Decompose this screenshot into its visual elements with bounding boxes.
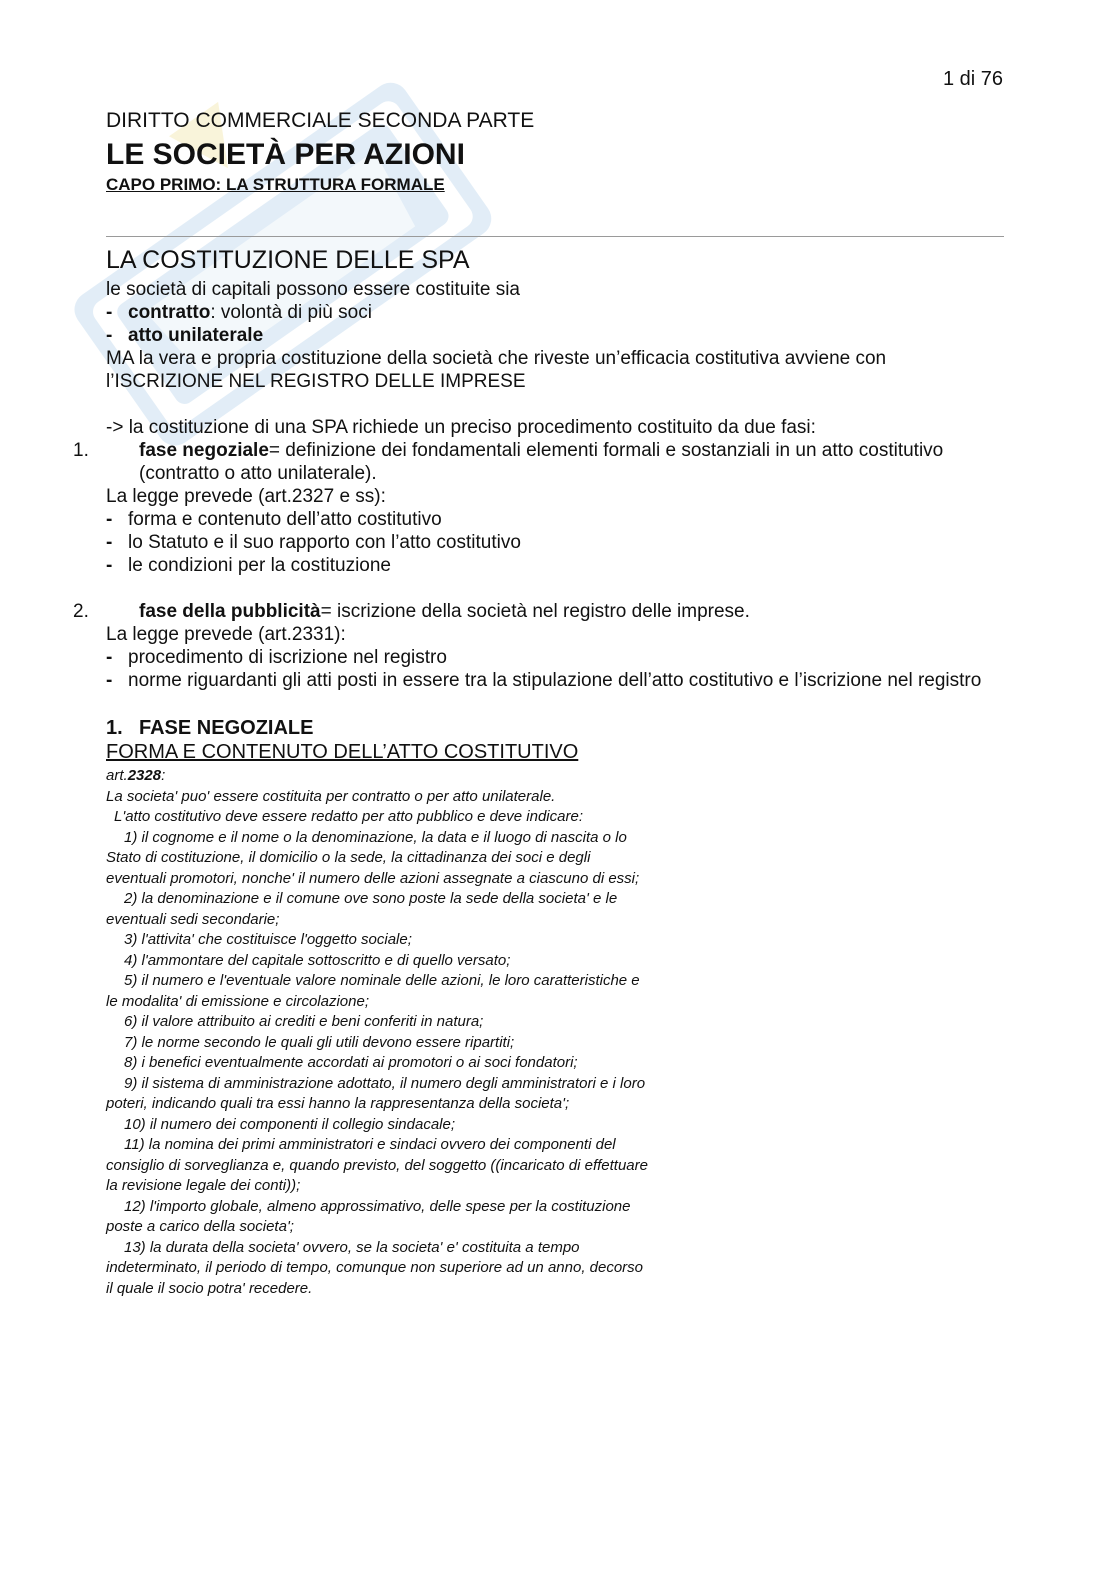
- phase-2-list: [106, 646, 1006, 692]
- article-text: [106, 766, 651, 1299]
- article-reference: art.2328:: [106, 767, 166, 784]
- article-line: 12) l'importo globale, almeno approssimativo, delle spese per la costituzione poste a carico della societa';: [106, 1197, 631, 1235]
- phase-2: 2. fase della pubblicità= iscrizione della società nel registro delle imprese.: [73, 601, 750, 622]
- article-line: 11) la nomina dei primi amministratori e sindaci ovvero dei componenti del consiglio di sorveglianza e, quando previsto, del soggetto ((incaricato di effettuare la revisione legale dei conti));: [106, 1136, 648, 1194]
- list-item: - forma e contenuto dell’atto costitutivo: [106, 508, 1006, 531]
- section-title: LA COSTITUZIONE DELLE SPA: [106, 246, 470, 274]
- page-number: 1 di 76: [942, 68, 1003, 90]
- article-line: 13) la durata della societa' ovvero, se la societa' e' costituita a tempo indeterminato, il periodo di tempo, comunque non superiore ad un anno, decorso il quale il socio potra' recedere.: [106, 1238, 644, 1297]
- article-line: 2) la denominazione e il comune ove sono poste la sede della societa' e le eventuali sedi secondarie;: [106, 890, 618, 928]
- article-line: 7) le norme secondo le quali gli utili devono essere ripartiti;: [124, 1033, 515, 1051]
- list-item: - le condizioni per la costituzione: [106, 554, 1006, 577]
- phase-1: 1. fase negoziale= definizione dei fondamentali elementi formali e sostanziali in un atto costitutivo (contratto o atto unilaterale).: [73, 440, 944, 484]
- phase-1-law: La legge prevede (art.2327 e ss):: [106, 486, 386, 507]
- intro-text: le società di capitali possono essere costituite sia: [106, 279, 521, 300]
- subsection-subtitle: FORMA E CONTENUTO DELL’ATTO COSTITUTIVO: [106, 741, 579, 763]
- article-line: La societa' puo' essere costituita per contratto o per atto unilaterale.: [106, 787, 556, 805]
- formation-list: [106, 301, 1006, 347]
- list-item: - procedimento di iscrizione nel registro: [106, 646, 1006, 669]
- article-line: 10) il numero dei componenti il collegio sindacale;: [124, 1115, 456, 1133]
- article-line: 5) il numero e l'eventuale valore nominale delle azioni, le loro caratteristiche e le modalita' di emissione e circolazione;: [106, 972, 640, 1010]
- list-item: - atto unilaterale: [106, 324, 1006, 347]
- list-item: - contratto: volontà di più soci: [106, 301, 1006, 324]
- article-line: 8) i benefici eventualmente accordati ai promotori o ai soci fondatori;: [124, 1054, 578, 1071]
- document-body: [73, 107, 1006, 1299]
- article-line: 1) il cognome e il nome o la denominazione, la data e il luogo di nascita o lo Stato di costituzione, il domicilio o la sede, la cittadinanza dei soci e degli eventuali promotori, nonche' il numero delle azioni assegnate a ciascuno di essi;: [106, 828, 640, 887]
- section-divider: [106, 236, 1004, 237]
- phase-1-list: [106, 508, 1006, 577]
- article-line: L'atto costitutivo deve essere redatto per atto pubblico e deve indicare:: [114, 808, 583, 825]
- chapter-title: CAPO PRIMO: LA STRUTTURA FORMALE: [106, 175, 445, 194]
- course-title: DIRITTO COMMERCIALE SECONDA PARTE: [106, 109, 535, 132]
- list-item: - lo Statuto e il suo rapporto con l’atto costitutivo: [106, 531, 1006, 554]
- article-line: 6) il valore attribuito ai crediti e beni conferiti in natura;: [124, 1013, 484, 1030]
- article-line: 4) l'ammontare del capitale sottoscritto e di quello versato;: [124, 951, 511, 969]
- article-line: 3) l'attivita' che costituisce l'oggetto sociale;: [124, 931, 412, 948]
- subsection-heading: 1. FASE NEGOZIALE: [106, 717, 314, 739]
- paragraph-ma: MA la vera e propria costituzione della società che riveste un’efficacia costitutiva avviene con l’ISCRIZIONE NEL REGISTRO DELLE IMPRESE: [106, 348, 887, 392]
- document-title: LE SOCIETÀ PER AZIONI: [106, 138, 465, 171]
- paragraph-procedure: -> la costituzione di una SPA richiede un preciso procedimento costituito da due fasi:: [106, 417, 816, 438]
- list-item: - norme riguardanti gli atti posti in essere tra la stipulazione dell’atto costitutivo e l’iscrizione nel registro: [106, 669, 1006, 692]
- article-line: 9) il sistema di amministrazione adottato, il numero degli amministratori e i loro poteri, indicando quali tra essi hanno la rappresentanza della societa';: [106, 1074, 646, 1112]
- phase-2-law: La legge prevede (art.2331):: [106, 624, 346, 645]
